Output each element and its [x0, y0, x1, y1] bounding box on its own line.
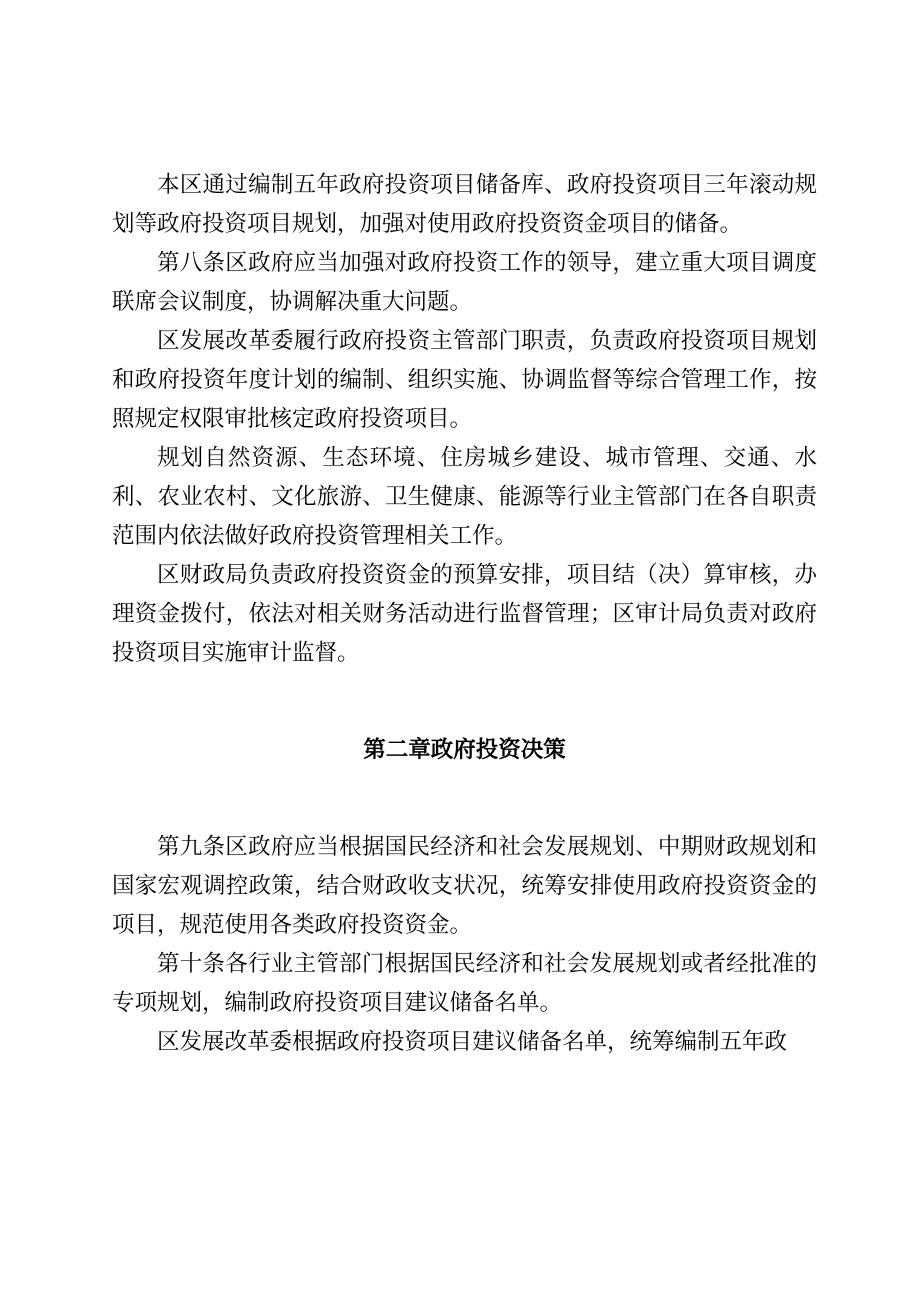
paragraph-article-9: 第九条区政府应当根据国民经济和社会发展规划、中期财政规划和国家宏观调控政策，结合财政收支状况，统筹安排使用政府投资资金的项目，规范使用各类政府投资资金。	[112, 834, 817, 938]
paragraph-article-8: 第八条区政府应当加强对政府投资工作的领导，建立重大项目调度联席会议制度，协调解决重大问题。	[112, 250, 817, 315]
paragraph-finance-audit: 区财政局负责政府投资资金的预算安排，项目结（决）算审核，办理资金拨付，依法对相关财务活动进行监督管理；区审计局负责对政府投资项目实施审计监督。	[112, 562, 817, 666]
paragraph-industry-departments: 规划自然资源、生态环境、住房城乡建设、城市管理、交通、水利、农业农村、文化旅游、卫生健康、能源等行业主管部门在各自职责范围内依法做好政府投资管理相关工作。	[112, 445, 817, 549]
paragraph-five-year-reserve: 区发展改革委根据政府投资项目建议储备名单，统筹编制五年政	[157, 1029, 788, 1055]
document-body	[112, 166, 817, 1062]
chapter-heading: 第二章政府投资决策	[363, 737, 566, 763]
paragraph-project-reserve: 本区通过编制五年政府投资项目储备库、政府投资项目三年滚动规划等政府投资项目规划，加强对使用政府投资资金项目的储备。	[112, 172, 817, 237]
paragraph-article-10: 第十条各行业主管部门根据国民经济和社会发展规划或者经批准的专项规划，编制政府投资项目建议储备名单。	[112, 951, 817, 1016]
paragraph-development-reform-duties: 区发展改革委履行政府投资主管部门职责，负责政府投资项目规划和政府投资年度计划的编制、组织实施、协调监督等综合管理工作，按照规定权限审批核定政府投资项目。	[112, 328, 817, 432]
